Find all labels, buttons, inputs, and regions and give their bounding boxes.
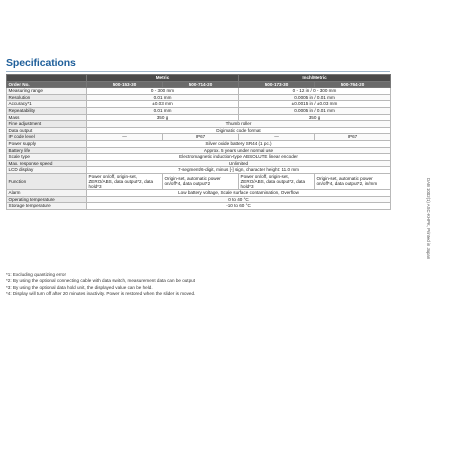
spec-value-metric: 350 g [87, 114, 239, 121]
spec-value-metric: 0 - 300 mm [87, 88, 239, 95]
function-value: Power on/off, origin-set, ZERO/ABS, data output*2, data hold*3 [87, 173, 163, 189]
spec-row [7, 107, 391, 114]
row-label: IP code level [7, 134, 87, 141]
spec-table-body [7, 75, 391, 210]
spec-row [7, 140, 391, 147]
row-label: Max. response speed [7, 160, 87, 167]
function-row [7, 173, 391, 189]
row-label: Repeatability [7, 107, 87, 114]
spec-value: Digimatic code format [87, 127, 391, 134]
spec-row [7, 160, 391, 167]
header-models-row [7, 81, 391, 88]
spec-row [7, 121, 391, 128]
spec-row [7, 147, 391, 154]
row-label: LCD display [7, 167, 87, 174]
spec-value-inch: 350 g [239, 114, 391, 121]
footnote: *3: By using the optional data hold unit, the displayed value can be held. [6, 284, 153, 290]
spec-value: IP67 [163, 134, 239, 141]
spec-row [7, 167, 391, 174]
row-label: Fine adjustment [7, 121, 87, 128]
spec-value-metric: ±0.03 mm [87, 101, 239, 108]
order-no-header: Order No. [7, 81, 87, 88]
spec-value: Electromagnetic induction-type ABSOLUTE linear encoder [87, 154, 391, 161]
spec-value-inch: ±0.0015 in / ±0.03 mm [239, 101, 391, 108]
footnotes [6, 272, 390, 297]
inch-group-header: Inch/Metric [239, 75, 391, 82]
spec-value-inch: 0.0005 in / 0.01 mm [239, 94, 391, 101]
spec-value-metric: 0.01 mm [87, 107, 239, 114]
title-divider [6, 71, 390, 72]
side-print-code: DAB 1002(1) ASC-KHPK, Printed in Japan [426, 178, 431, 260]
spec-row [7, 94, 391, 101]
spec-row [7, 196, 391, 203]
footnote: *4: Display will turn off after 20 minutes inactivity. Power is restored when the slider is moved. [6, 290, 196, 296]
row-label: Resolution [7, 94, 87, 101]
row-label: Measuring range [7, 88, 87, 95]
model-header: 500-173-30 [239, 81, 315, 88]
row-label: Mass [7, 114, 87, 121]
spec-row [7, 134, 391, 141]
specifications-table [6, 74, 391, 210]
spec-value-metric: 0.01 mm [87, 94, 239, 101]
spec-value: 0 to 40 °C [87, 196, 391, 203]
spec-row [7, 88, 391, 95]
spec-value: Unlimited [87, 160, 391, 167]
footnote: *1: Excluding quantizing error [6, 272, 67, 277]
spec-value: Approx. 5 years under normal use [87, 147, 391, 154]
row-label: Alarm [7, 189, 87, 196]
spec-value: 7-segment/6-digit, minus [-] sign, character height: 11.0 mm [87, 167, 391, 174]
model-header: 500-714-20 [163, 81, 239, 88]
spec-row [7, 189, 391, 196]
row-label: Accuracy*1 [7, 101, 87, 108]
spec-value: -10 to 60 °C [87, 203, 391, 210]
spec-value: IP67 [315, 134, 391, 141]
function-value: Power on/off, origin-set, ZERO/ABS, data output*2, data hold*3 [239, 173, 315, 189]
row-label: Storage temperature [7, 203, 87, 210]
spec-value: Thumb roller [87, 121, 391, 128]
footnote: *2: By using the optional connecting cable with data switch, measurement data can be output [6, 278, 195, 284]
function-value: Origin-set, automatic power on/off*4, data output*2, in/mm [315, 173, 391, 189]
model-header: 500-764-20 [315, 81, 391, 88]
spec-row [7, 114, 391, 121]
spec-row [7, 154, 391, 161]
blank-header-cell [7, 75, 87, 82]
row-label: Data output [7, 127, 87, 134]
page-title: Specifications [6, 57, 76, 69]
row-label: Power supply [7, 140, 87, 147]
spec-value: Silver oxide battery SR44 (1 pc.) [87, 140, 391, 147]
spec-value-inch: 0 - 12 in / 0 - 300 mm [239, 88, 391, 95]
spec-row [7, 203, 391, 210]
row-label: Operating temperature [7, 196, 87, 203]
spec-value: — [239, 134, 315, 141]
model-header: 500-153-30 [87, 81, 163, 88]
spec-value: Low battery voltage, Scale surface contamination, Overflow [87, 189, 391, 196]
metric-group-header: Metric [87, 75, 239, 82]
spec-row [7, 127, 391, 134]
spec-value: — [87, 134, 163, 141]
header-group-row [7, 75, 391, 82]
spec-row [7, 101, 391, 108]
row-label: Battery life [7, 147, 87, 154]
spec-value-inch: 0.0005 in / 0.01 mm [239, 107, 391, 114]
row-label: Scale type [7, 154, 87, 161]
row-label: Function [7, 173, 87, 189]
function-value: Origin-set, automatic power on/off*4, data output*2 [163, 173, 239, 189]
